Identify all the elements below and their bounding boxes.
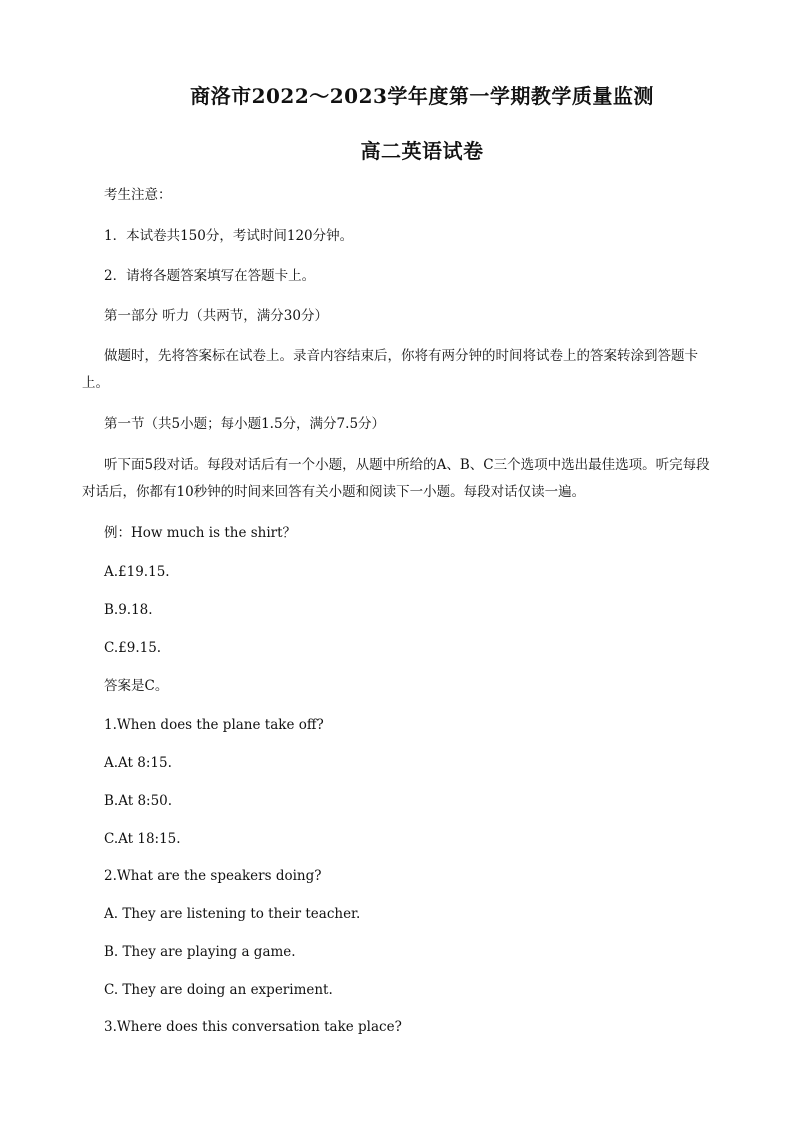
part-instruction: 做题时，先将答案标在试卷上。录音内容结束后，你将有两分钟的时间将试卷上的答案转涂到答题卡上。 [82,348,698,391]
section-instruction: 听下面5段对话。每段对话后有一个小题，从题中所给的A、B、C三个选项中选出最佳选项。听完每段对话后，你都有10秒钟的时间来回答有关小题和阅读下一小题。每段对话仅读一遍。 [82,457,710,500]
notice-item: 2．请将各题答案填写在答题卡上。 [104,268,316,284]
example-option: A.£19.15. [104,564,170,580]
exam-subtitle: 高二英语试卷 [360,139,484,163]
exam-title: 商洛市2022～2023学年度第一学期教学质量监测 [190,84,654,108]
question-text: 3.Where does this conversation take place? [104,1019,402,1035]
question-text: 2.What are the speakers doing? [104,868,322,884]
notice-heading: 考生注意： [104,187,172,203]
example-answer: 答案是C。 [104,678,169,694]
question-option: C. They are doing an experiment. [104,982,333,998]
question-option: B. They are playing a game. [104,944,296,960]
example-question: 例：How much is the shirt？ [104,525,297,541]
notice-item: 1．本试卷共150分，考试时间120分钟。 [104,228,354,244]
question-option: C.At 18:15. [104,831,181,847]
question-option: B.At 8:50. [104,793,173,809]
question-option: A. They are listening to their teacher. [104,906,361,922]
example-option: B.9.18. [104,602,153,618]
section-heading: 第一节（共5小题；每小题1.5分，满分7.5分） [104,416,386,432]
question-text: 1.When does the plane take off? [104,717,324,733]
part-heading: 第一部分 听力（共两节，满分30分） [104,308,328,324]
question-option: A.At 8:15. [104,755,172,771]
example-option: C.£9.15. [104,640,162,656]
